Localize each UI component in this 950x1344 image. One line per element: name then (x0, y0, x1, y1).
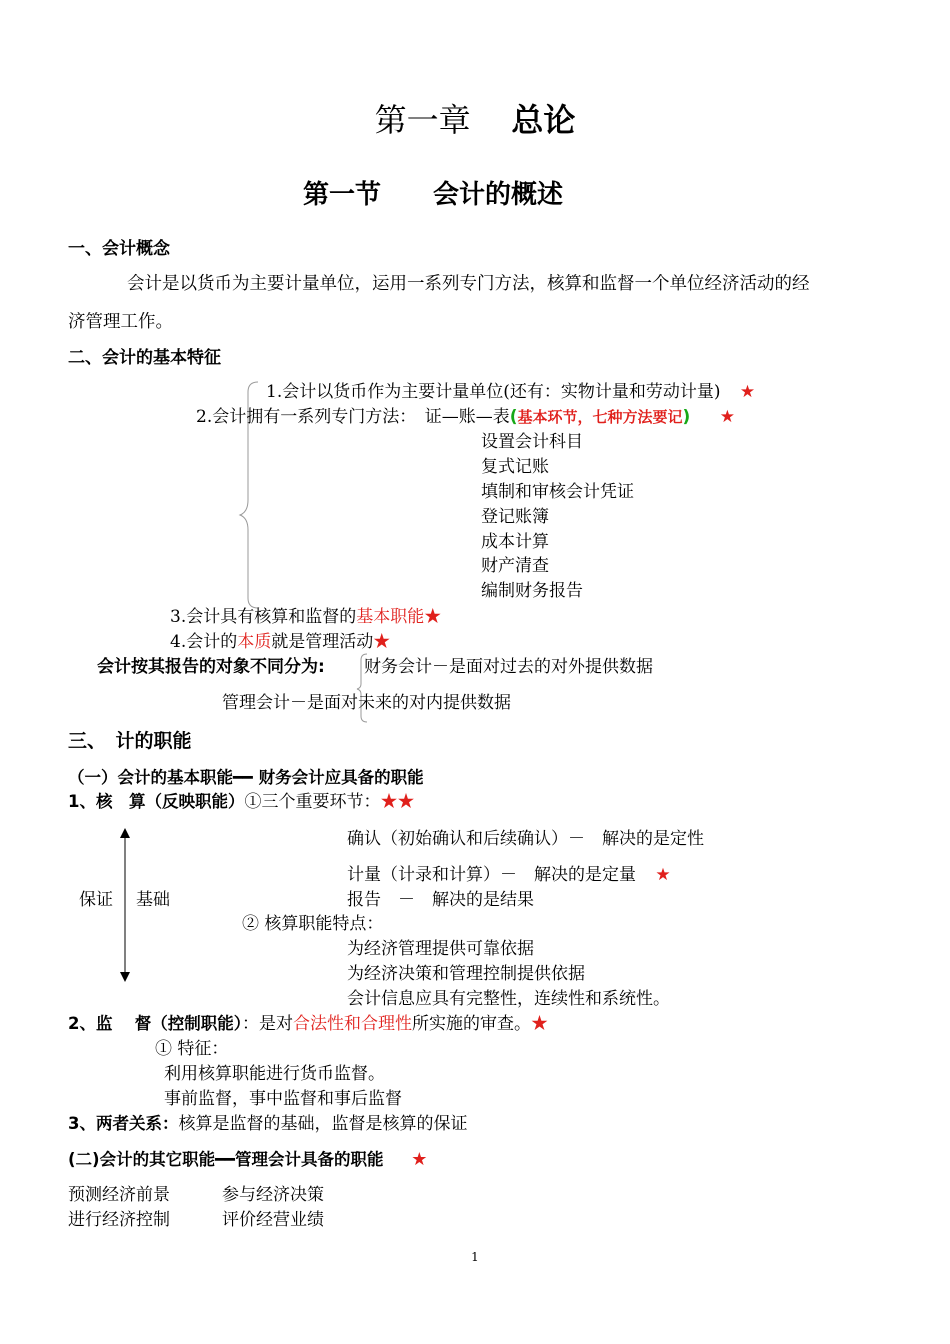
method-item: 成本计算 (481, 532, 549, 552)
feature-2 (196, 406, 735, 428)
accounting-feature-list (347, 938, 670, 1013)
method-item: 登记账簿 (481, 507, 549, 527)
accounting-feature: 会计信息应具有完整性，连续性和系统性。 (347, 989, 670, 1009)
supervision-text-b: 所实施的审查。 (411, 1014, 531, 1034)
arrow-label-guarantee: 保证 (79, 890, 113, 910)
star-icon: ★ (424, 607, 442, 627)
accounting-features-title: ② 核算职能特点： (242, 914, 384, 934)
feature-4-highlight: 本质 (237, 632, 272, 652)
method-list (481, 431, 634, 605)
feature-4-text-b: 就是管理活动 (271, 632, 374, 652)
method-item: 设置会计科目 (481, 432, 583, 452)
financial-accounting: 财务会计－是面对过去的对外提供数据 (364, 657, 653, 677)
relationship-text: 核算是监督的基础，监督是核算的保证 (178, 1114, 468, 1134)
subheading-basic-functions: （一）会计的基本职能━━ 财务会计应具备的职能 (68, 768, 424, 787)
heading-2: 二、会计的基本特征 (68, 348, 221, 368)
supervision-features-title: ① 特征： (155, 1039, 229, 1059)
link-report: 报告 － 解决的是结果 (347, 890, 534, 910)
relationship-label: 3、两者关系： (68, 1114, 179, 1133)
feature-4-text: 4.会计的 (170, 632, 238, 652)
accounting-links-intro: ①三个重要环节： (244, 792, 381, 812)
double-arrow-icon (118, 828, 132, 982)
link-measure-text: 计量（计录和计算）－ 解决的是定量 (347, 865, 636, 885)
feature-3 (170, 606, 441, 628)
method-item: 财产清查 (481, 556, 549, 576)
star-icon: ★ (655, 865, 671, 885)
stars-icon: ★★ (380, 792, 415, 812)
other-function: 评价经营业绩 (222, 1210, 324, 1230)
supervision-feature: 事前监督，事中监督和事后监督 (164, 1089, 402, 1109)
other-functions-text: (二)会计的其它职能━━管理会计具备的职能 (68, 1150, 384, 1169)
concept-paragraph-line2: 济管理工作。 (68, 312, 173, 332)
star-icon: ★ (411, 1149, 428, 1170)
other-function: 进行经济控制 (68, 1210, 170, 1230)
feature-2-text: 2.会计拥有一系列专门方法： 证—账—表 (196, 407, 510, 427)
link-confirm: 确认（初始确认和后续确认）－ 解决的是定性 (347, 829, 704, 849)
relationship (68, 1113, 467, 1135)
feature-3-text: 3.会计具有核算和监督的 (170, 607, 357, 627)
supervision-function (68, 1013, 548, 1035)
chapter-title (0, 100, 950, 140)
chapter-prefix: 第一章 (374, 101, 471, 139)
supervision-highlight: 合法性和合理性 (292, 1014, 412, 1034)
section-title: 第一节 会计的概述 (302, 180, 563, 210)
feature-1-text: 1.会计以货币作为主要计量单位(还有：实物计量和劳动计量) (266, 382, 721, 402)
other-function: 参与经济决策 (222, 1185, 324, 1205)
star-icon: ★ (739, 382, 756, 402)
feature-2-note: 基本环节，七种方法要记 (517, 408, 683, 426)
supervision-label: 2、监 督（控制职能） (68, 1014, 242, 1033)
feature-1 (266, 381, 755, 403)
feature-4 (170, 631, 390, 653)
method-item: 填制和审核会计凭证 (481, 482, 634, 502)
page-number: 1 (471, 1250, 479, 1264)
feature-2-paren-close: ) (682, 407, 691, 427)
supervision-feature: 利用核算职能进行货币监督。 (164, 1064, 385, 1084)
heading-3: 三、 计的职能 (68, 730, 192, 752)
other-function: 预测经济前景 (68, 1185, 170, 1205)
star-icon: ★ (530, 1014, 548, 1034)
accounting-label: 1、核 算（反映职能） (68, 792, 245, 811)
supervision-text-a: ：是对 (241, 1014, 293, 1034)
arrow-label-basis: 基础 (136, 890, 170, 910)
star-icon: ★ (719, 407, 735, 427)
link-measure (347, 864, 671, 886)
chapter-main: 总论 (511, 101, 576, 139)
feature-3-highlight: 基本职能 (356, 607, 425, 627)
accounting-feature: 为经济管理提供可靠依据 (347, 939, 534, 959)
method-item: 编制财务报告 (481, 581, 583, 601)
accounting-function (68, 791, 414, 813)
star-icon: ★ (373, 632, 391, 652)
management-accounting: 管理会计－是面对未来的对内提供数据 (222, 693, 511, 713)
method-item: 复式记账 (481, 457, 549, 477)
supervision-feature-list (164, 1063, 402, 1113)
heading-1: 一、会计概念 (68, 239, 170, 259)
split-label: 会计按其报告的对象不同分为: (97, 657, 325, 677)
feature-2-paren-open: ( (509, 407, 518, 427)
accounting-feature: 为经济决策和管理控制提供依据 (347, 964, 585, 984)
concept-paragraph-line1: 会计是以货币为主要计量单位，运用一系列专门方法，核算和监督一个单位经济活动的经 (127, 274, 810, 294)
subheading-other-functions (68, 1149, 427, 1171)
